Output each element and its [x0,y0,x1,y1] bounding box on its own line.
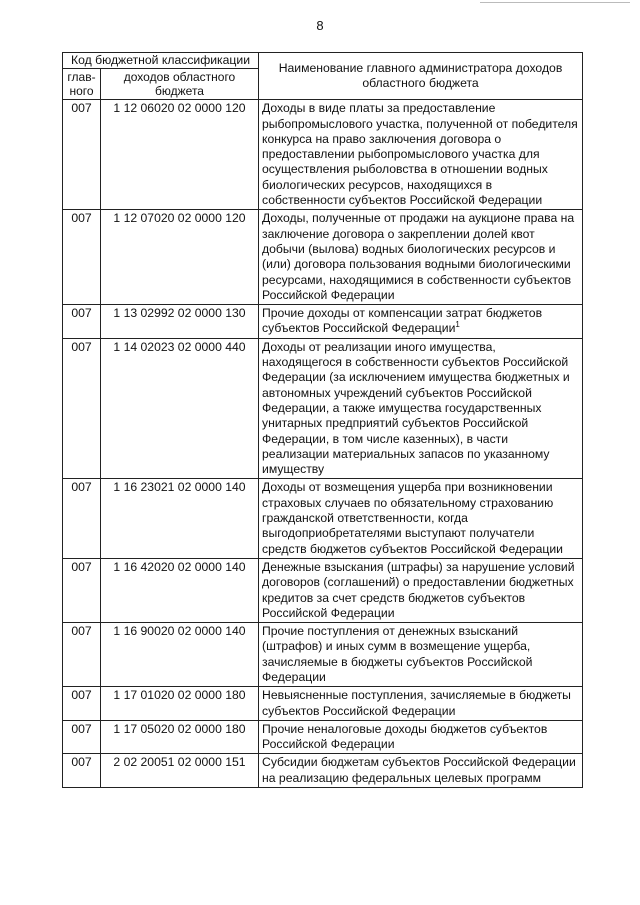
admin-code-cell: 007 [63,720,101,754]
income-name-text: Доходы, полученные от продажи на аукционе права на заключение договора о закреплении долей квот добычи (вылова) водных биологических ресурсов и (или) договора пользования водными биологическими ресурсами, находящимися в собственности субъектов Российской Федерации [262,211,575,302]
table-row [63,558,583,622]
income-name-text: Прочие неналоговые доходы бюджетов субъектов Российской Федерации [262,721,548,752]
classification-header: Код бюджетной классификации [63,53,259,69]
admin-code-header: глав-ного [63,69,101,100]
income-code-cell: 1 16 42020 02 0000 140 [101,558,259,622]
scan-artifact [480,2,630,6]
table-row [63,720,583,754]
table-row [63,479,583,558]
income-name-cell [259,100,583,210]
table-row [63,687,583,721]
admin-code-cell: 007 [63,100,101,210]
income-name-text: Доходы от возмещения ущерба при возникновении страховых случаев по обязательному страхованию гражданской ответственности, когда выгодоприобретателями выступают получатели средств бюджетов субъектов Российской Федерации [262,480,563,556]
income-name-text: Доходы от реализации иного имущества, находящегося в собственности субъектов Российской Федерации (за исключением имущества бюджетных и автономных учреждений субъектов Российской Федерации, а также имущества государственных унитарных предприятий субъектов Российской Федерации, в том числе казенных), в части реализации материальных запасов по указанному имуществу [262,339,570,477]
table-row [63,305,583,339]
income-name-text: Субсидии бюджетам субъектов Российской Федерации на реализацию федеральных целевых программ [262,755,576,785]
page-number: 8 [316,18,324,33]
admin-code-cell: 007 [63,558,101,622]
income-code-cell: 1 17 01020 02 0000 180 [101,687,259,721]
income-name-cell [259,558,583,622]
name-header: Наименование главного администратора доходов областного бюджета [259,53,583,100]
table-row [63,100,583,210]
income-code-cell: 1 12 06020 02 0000 120 [101,100,259,210]
table-header-row [63,53,583,69]
income-name-text: Прочие поступления от денежных взысканий (штрафов) и иных сумм в возмещение ущерба, зачисляемые в бюджеты субъектов Российской Федерации [262,624,533,684]
income-name-cell [259,720,583,754]
admin-code-cell: 007 [63,623,101,687]
income-code-cell: 1 14 02023 02 0000 440 [101,338,259,479]
income-name-cell [259,754,583,788]
income-name-text: Невыясненные поступления, зачисляемые в бюджеты субъектов Российской Федерации [262,688,571,718]
income-code-cell: 1 16 90020 02 0000 140 [101,623,259,687]
admin-code-cell: 007 [63,338,101,479]
income-name-cell [259,338,583,479]
income-name-cell [259,305,583,339]
admin-code-cell: 007 [63,479,101,558]
income-name-cell [259,479,583,558]
table-row [63,754,583,788]
income-code-cell: 1 13 02992 02 0000 130 [101,305,259,339]
income-code-cell: 1 16 23021 02 0000 140 [101,479,259,558]
income-code-cell: 1 17 05020 02 0000 180 [101,720,259,754]
income-code-header: доходов областного бюджета [101,69,259,100]
admin-code-cell: 007 [63,687,101,721]
budget-classification-table [62,52,583,788]
income-name-text: Денежные взыскания (штрафы) за нарушение условий договоров (соглашений) о предоставлении бюджетных кредитов за счет средств бюджетов субъектов Российской Федерации [262,559,575,620]
income-name-cell [259,687,583,721]
table-row [63,623,583,687]
income-name-cell [259,623,583,687]
table-row [63,338,583,479]
footnote-marker: 1 [455,320,460,330]
income-name-text: Доходы в виде платы за предоставление рыбопромыслового участка, полученной от победителя конкурса на право заключения договора о предоставлении рыбопромыслового участка для осуществления рыболовства в отношении водных биологических ресурсов, находящихся в собственности субъектов Российской Федерации [262,101,578,208]
admin-code-cell: 007 [63,210,101,305]
income-name-cell [259,210,583,305]
table-row [63,210,583,305]
income-code-cell: 2 02 20051 02 0000 151 [101,754,259,788]
income-name-text: Прочие доходы от компенсации затрат бюджетов субъектов Российской Федерации [262,306,543,336]
admin-code-cell: 007 [63,754,101,788]
admin-code-cell: 007 [63,305,101,339]
income-code-cell: 1 12 07020 02 0000 120 [101,210,259,305]
